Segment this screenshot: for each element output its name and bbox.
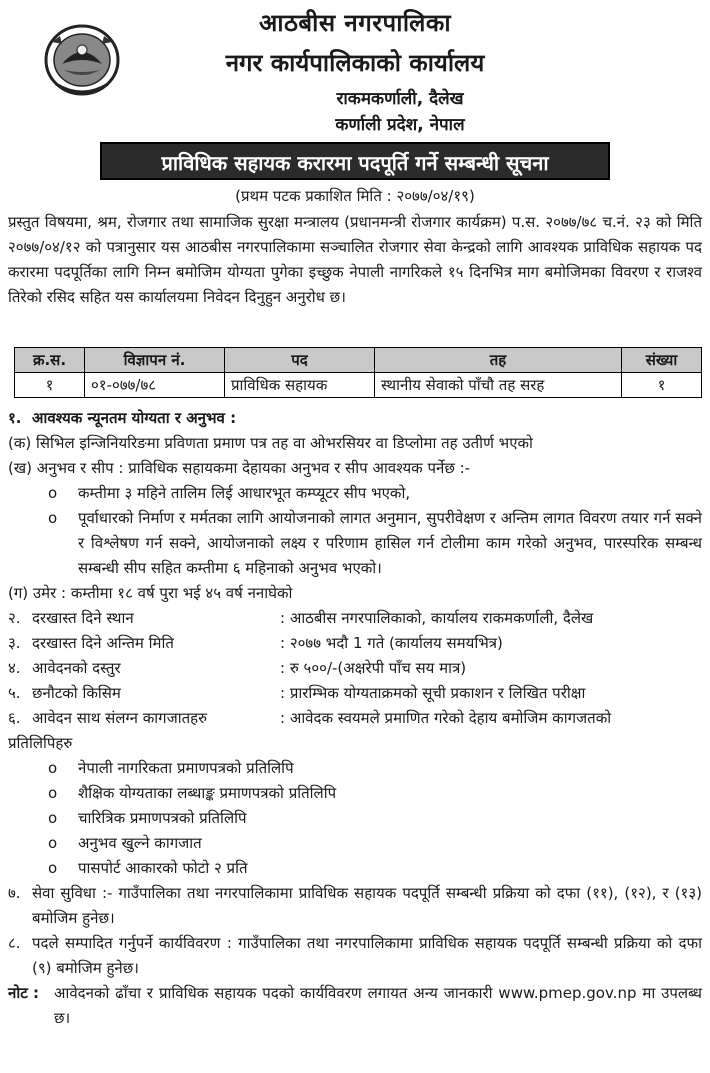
qualification-kha: (ख) अनुभव र सीप : प्राविधिक सहायकमा देहायका अनुभव र सीप आवश्यक पर्नेछ :- (8, 459, 471, 477)
table-header-row (15, 348, 702, 373)
list-item: o कम्तीमा ३ महिने तालिम लिई आधारभूत कम्प्यूटर सीप भएको, (8, 481, 702, 506)
note (8, 981, 702, 1031)
item-selection-type: ५. छनौटको किसिम : प्रारम्भिक योग्यताक्रमको सूची प्रकाशन र लिखित परीक्षा (8, 684, 586, 702)
table-row (15, 373, 702, 398)
cell-sn: १ (15, 373, 85, 398)
qualification-ka: (क) सिभिल इन्जिनियरिङमा प्रविणता प्रमाण पत्र तह वा ओभरसियर वा डिप्लोमा तह उतीर्ण भएको (8, 434, 533, 452)
item-service-benefits: ७. सेवा सुविधा :- गाउँपालिका तथा नगरपालिकामा प्राविधिक सहायक पदपूर्ति सम्बन्धी प्रक्रिया को दफा (११), (१२), र (१३) बमोजिम हुनेछ। (8, 884, 702, 927)
intro-paragraph: प्रस्तुत विषयमा, श्रम, रोजगार तथा सामाजिक सुरक्षा मन्त्रालय (प्रधानमन्त्री रोजगार कार्यक्रम) प.स. २०७७/७८ च.नं. २३ को मिति २०७७/०४/१२ को पत्रानुसार यस आठबीस नगरपालिकामा सञ्चालित रोजगार सेवा केन्द्रको लागि आवश्यक प्राविधिक सहायक पद करारमा पदपूर्तिका लागि निम्न बमोजिम योग्यता पुगेका इच्छुक नेपाली नागरिकले १५ दिनभित्र माग बमोजिमका विवरण र राजश्व तिरेको रसिद सहित यस कार्यालयमा निवेदन दिनुहुन अनुरोध छ। (8, 213, 702, 306)
list-item: o नेपाली नागरिकता प्रमाणपत्रको प्रतिलिपि (8, 756, 702, 781)
note-text: आवेदनको ढाँचा र प्राविधिक सहायक पदको कार्यविवरण लगायत अन्य जानकारी www.pmep.gov.np मा उपलब्ध छ। (54, 984, 702, 1027)
bullet-icon: o (48, 759, 58, 777)
section-number: १. (8, 409, 22, 427)
section-qualification-heading (8, 406, 702, 431)
bullet-icon: o (48, 484, 58, 502)
attachments-cont: प्रतिलिपिहरु (8, 734, 73, 752)
item-attachments: ६. आवेदन साथ संलग्न कागजातहरु : आवेदक स्वयमले प्रमाणित गरेको देहाय बमोजिम कागजतको (8, 709, 612, 727)
bullet-icon: o (48, 859, 58, 877)
qualification-ga: (ग) उमेर : कम्तीमा १८ वर्ष पुरा भई ४५ वर्ष ननाघेको (8, 584, 293, 602)
note-label: नोट : (8, 984, 39, 1002)
col-ad-no: विज्ञापन नं. (85, 348, 225, 373)
bullet-icon: o (48, 509, 58, 527)
col-count: संख्या (622, 348, 702, 373)
cell-count: १ (622, 373, 702, 398)
list-item: o पासपोर्ट आकारको फोटो २ प्रति (8, 856, 702, 881)
col-sn: क्र.स. (15, 348, 85, 373)
office-address: राकमकर्णाली, दैलेख (336, 89, 464, 109)
notice-title-banner: प्राविधिक सहायक करारमा पदपूर्ति गर्ने सम्बन्धी सूचना (100, 142, 610, 180)
province: कर्णाली प्रदेश, नेपाल (335, 115, 465, 135)
item-deadline: ३. दरखास्त दिने अन्तिम मिति : २०७७ भदौ 1 गते (कार्यालय समयभित्र) (8, 634, 503, 652)
bullet-icon: o (48, 784, 58, 802)
bullet-icon: o (48, 809, 58, 827)
org-name: आठबीस नगरपालिका (258, 9, 452, 37)
cell-post: प्राविधिक सहायक (225, 373, 375, 398)
section-title: आवश्यक न्यूनतम योग्यता र अनुभव : (32, 409, 237, 427)
cell-level: स्थानीय सेवाको पाँचौ तह सरह (375, 373, 622, 398)
cell-ad-no: ०१-०७७/७८ (85, 373, 225, 398)
header (8, 0, 702, 140)
list-item: o पूर्वाधारको निर्माण र मर्मतका लागि आयोजनाको लागत अनुमान, सुपरीवेक्षण र अन्तिम लागत विवरण तयार गर्न सक्ने र विश्लेषण गर्न सक्ने, आयोजनाको लक्ष्य र परिणाम हासिल गर्न टोलीमा काम गरेको अनुभव, पारस्परिक सम्बन्ध सम्बन्धी सीप सहित कम्तीमा ६ महिनाको अनुभव भएको। (8, 506, 702, 581)
col-level: तह (375, 348, 622, 373)
item-application-place: २. दरखास्त दिने स्थान : आठबीस नगरपालिकाको, कार्यालय राकमकर्णाली, दैलेख (8, 609, 594, 627)
col-post: पद (225, 348, 375, 373)
list-item: o शैक्षिक योग्यताका लब्धाङ्क प्रमाणपत्रको प्रतिलिपि (8, 781, 702, 806)
item-job-description: ८. पदले सम्पादित गर्नुपर्ने कार्यविवरण : गाउँपालिका तथा नगरपालिकामा प्राविधिक सहायक पदपूर्ति सम्बन्धी प्रक्रिया को दफा (९) बमोजिम हुनेछ। (8, 934, 702, 977)
list-item: o चारित्रिक प्रमाणपत्रको प्रतिलिपि (8, 806, 702, 831)
bullet-icon: o (48, 834, 58, 852)
publish-date: (प्रथम पटक प्रकाशित मिति : २०७७/०४/१९) (235, 187, 475, 205)
notice-body (8, 406, 702, 1031)
item-fee: ४. आवेदनको दस्तुर : रु ५००/-(अक्षरेपी पाँच सय मात्र) (8, 659, 467, 677)
vacancy-table (14, 347, 702, 398)
office-name: नगर कार्यपालिकाको कार्यालय (225, 49, 485, 77)
list-item: o अनुभव खुल्ने कागजात (8, 831, 702, 856)
